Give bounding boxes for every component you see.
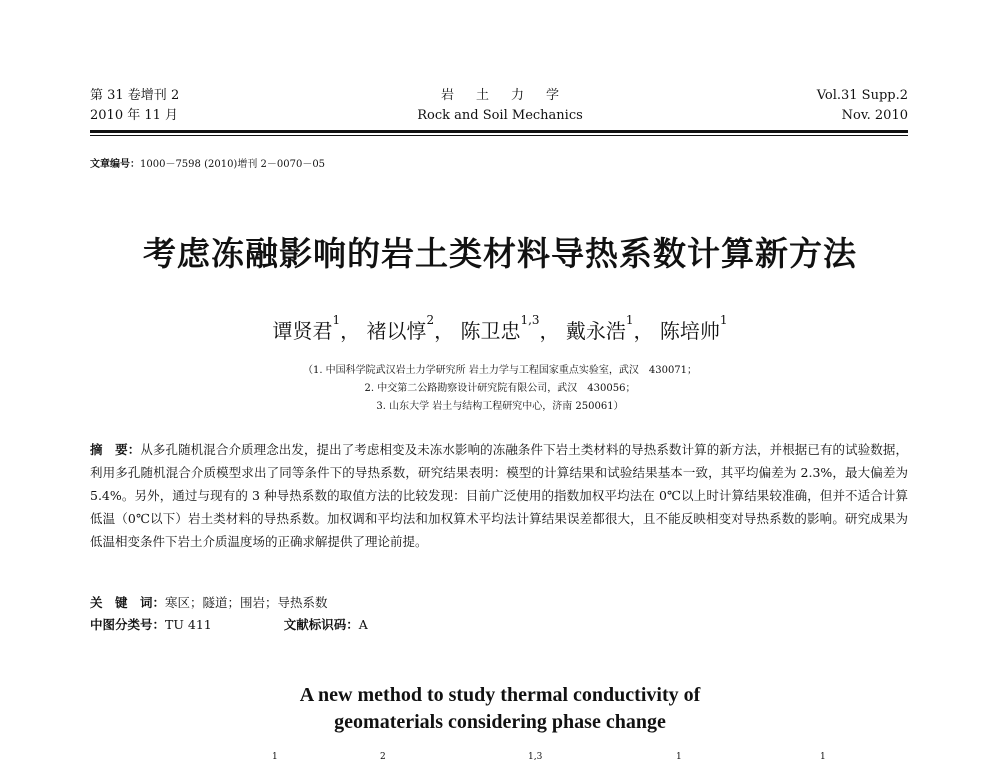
volume-supp: Vol.31 Supp.2 (816, 88, 908, 103)
header-rule-thin (90, 135, 908, 136)
journal-name-cn: 岩土力学 (440, 88, 581, 103)
english-author-mark: 1 (272, 752, 278, 760)
author (460, 313, 540, 343)
author (659, 313, 728, 343)
author-affiliation-mark: 2 (426, 313, 435, 327)
author (366, 313, 435, 343)
paper-title-cn: 考虑冻融影响的岩土类材料导热系数计算新方法 (143, 234, 857, 273)
english-author-marks (0, 752, 1000, 760)
document-code-label: 文献标识码： (283, 617, 359, 632)
publication-date-cn: 2010 年 11 月 (90, 108, 179, 123)
publication-date-en: Nov. 2010 (841, 108, 908, 123)
abstract-text: 从多孔随机混合介质理念出发，提出了考虑相变及未冻水影响的冻融条件下岩土类材料的导热系数计算的新方法，并根据已有的试验数据，利用多孔随机混合介质模型求出了同等条件下的导热系数，研究结果表明：模型的计算结果和试验结果基本一致，其平均偏差为 2.3%，最大偏差为 5.4%。另外，通过与现有的 3 种导热系数的取值方法的比较发现：目前广泛使用的指数加权平均法在 0℃以上时计算结果较准确，但并不适合计算低温（0℃以下）岩土类材料的导热系数。加权调和平均法和加权算术平均法计算结果误差都很大，且不能反映相变对导热系数的影响。研究成果为低温相变条件下岩土介质温度场的正确求解提供了理论前提。 (90, 442, 908, 549)
classification-value: TU 411 (165, 617, 212, 632)
author (565, 313, 634, 343)
keywords-text: 寒区；隧道；围岩；导热系数 (165, 595, 328, 610)
author-separator: ， (434, 319, 455, 343)
author-affiliation-mark: 1 (719, 313, 728, 327)
author-separator: ， (340, 319, 361, 343)
paper-title-en (0, 682, 1000, 736)
author-name: 褚以惇 (366, 319, 427, 343)
affiliation-2: 2. 中交第二公路勘察设计研究院有限公司，武汉 430056； (364, 383, 636, 394)
author-separator: ， (539, 319, 560, 343)
author-list (0, 315, 1000, 344)
english-author-mark: 1 (676, 752, 682, 760)
abstract (90, 438, 908, 553)
classification (90, 615, 368, 635)
article-number-value: 1000－7598 (2010)增刊 2－0070－05 (140, 159, 326, 170)
author-affiliation-mark: 1 (625, 313, 634, 327)
author (272, 313, 341, 343)
author-separator: ， (633, 319, 654, 343)
article-number-label: 文章编号： (90, 159, 140, 170)
header-right (817, 86, 908, 126)
volume-issue: 第 31 卷增刊 2 (90, 88, 180, 103)
author-affiliation-mark: 1,3 (520, 313, 540, 327)
abstract-label: 摘 要： (90, 442, 141, 457)
affiliation-1: （1. 中国科学院武汉岩土力学研究所 岩土力学与工程国家重点实验室，武汉 430071； (302, 365, 698, 376)
document-code-value: A (358, 617, 368, 632)
author-name: 戴永浩 (565, 319, 626, 343)
classification-label: 中图分类号： (90, 617, 166, 632)
english-author-mark: 2 (380, 752, 386, 760)
author-name: 陈培帅 (659, 319, 720, 343)
paper-title-en-line1: A new method to study thermal conductivity of (299, 684, 701, 706)
journal-name-en: Rock and Soil Mechanics (417, 108, 583, 123)
english-author-mark: 1,3 (528, 752, 543, 760)
affiliation-3: 3. 山东大学 岩土与结构工程研究中心，济南 250061） (376, 401, 624, 412)
author-name: 谭贤君 (272, 319, 333, 343)
header-rule-thick (90, 130, 908, 133)
english-author-mark: 1 (820, 752, 826, 760)
author-name: 陈卫忠 (460, 319, 521, 343)
paper-title-en-line2: geomaterials considering phase change (334, 711, 666, 733)
article-number (90, 155, 325, 170)
author-affiliation-mark: 1 (332, 313, 341, 327)
keywords-label: 关 键 词： (90, 595, 166, 610)
keywords (90, 593, 328, 613)
